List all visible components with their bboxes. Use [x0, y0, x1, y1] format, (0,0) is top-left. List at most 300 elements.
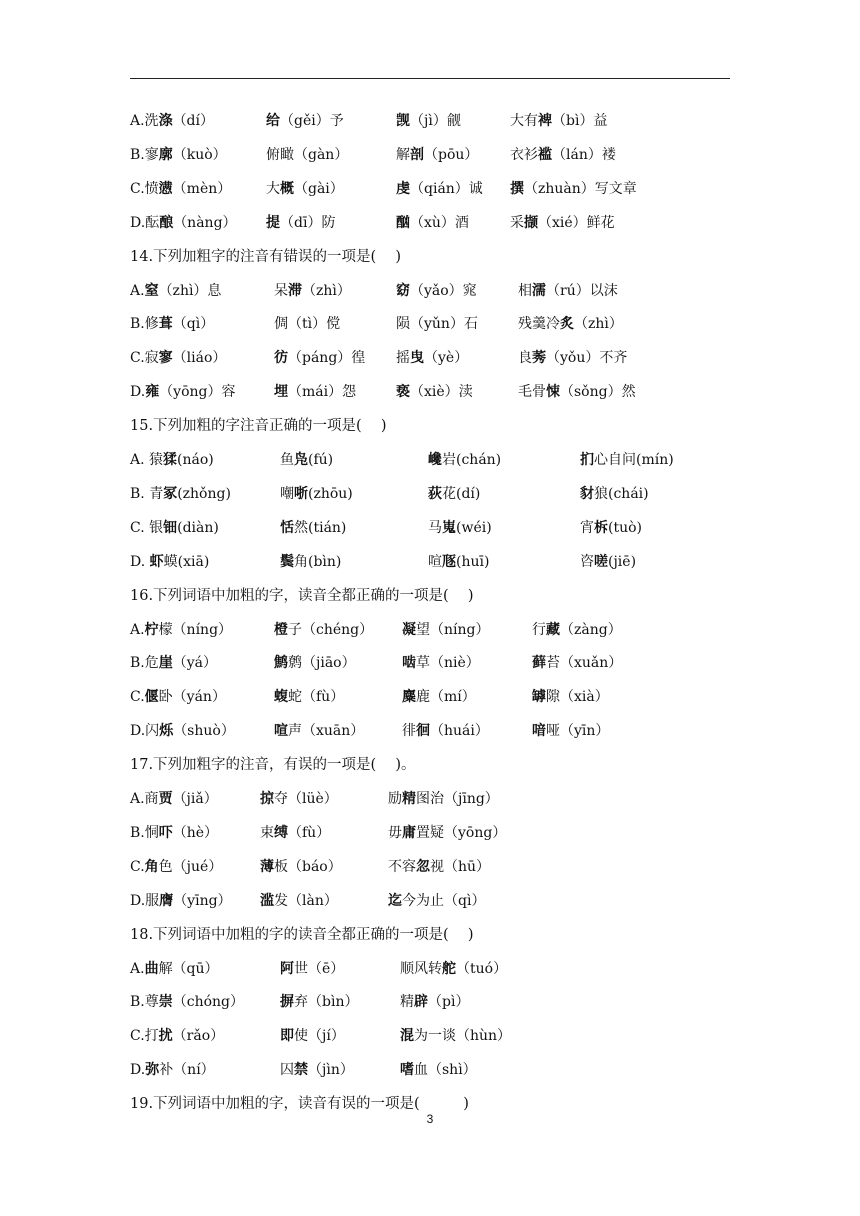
- option-item: [274, 720, 364, 742]
- option-text: 囚: [280, 1062, 294, 1079]
- option-item: [260, 890, 338, 912]
- option-item: [280, 449, 333, 471]
- bold-char: 彷: [274, 350, 288, 367]
- option-text: D.服: [130, 892, 160, 909]
- bold-char: 崖: [158, 655, 173, 672]
- option-text: （rǎo）: [172, 1028, 225, 1045]
- option-item: [510, 110, 607, 132]
- option-text: 然(tián): [294, 519, 347, 536]
- bold-char: 曳: [410, 350, 424, 367]
- option-item: [396, 381, 473, 403]
- option-item: [130, 381, 236, 403]
- option-text: 心自问(mín): [594, 452, 674, 468]
- option-text: （zàng）: [560, 621, 622, 638]
- bold-char: 阿: [280, 960, 294, 977]
- option-text: C. 银: [130, 519, 164, 536]
- option-text: （shuò）: [173, 723, 235, 740]
- bold-char: 概: [280, 180, 294, 197]
- option-text: 喧: [428, 553, 442, 570]
- option-text: 马: [428, 519, 442, 536]
- bold-char: 觊: [396, 113, 410, 129]
- option-text: （gěi）予: [280, 113, 344, 129]
- bold-char: 巉: [428, 452, 442, 468]
- option-item: [130, 720, 235, 742]
- option-text: （mèn）: [172, 180, 232, 197]
- option-text: 檬（níng）: [158, 621, 233, 638]
- option-text: 角(bìn): [294, 553, 342, 570]
- bold-char: 鹪: [274, 655, 288, 672]
- bold-char: 涤: [158, 113, 173, 129]
- option-item: [130, 347, 226, 369]
- option-text: 蛇（fù）: [288, 689, 345, 706]
- option-text: （huái）: [430, 723, 489, 740]
- option-text: 咨: [580, 553, 594, 570]
- option-text: D.: [130, 1062, 146, 1079]
- option-item: [130, 144, 227, 166]
- option-text: 狼(chái): [594, 485, 649, 502]
- option-text: 今为止（qì）: [402, 892, 486, 909]
- bold-char: 寥: [158, 350, 173, 367]
- bold-char: 掠: [260, 791, 274, 807]
- question-stem: 16.下列词语中加粗的字，读音全都正确的一项是( ): [130, 587, 474, 604]
- bold-char: 哳: [294, 485, 308, 502]
- option-item: [266, 178, 344, 200]
- option-text: (zhǒng): [177, 485, 231, 502]
- option-text: 望（níng）: [416, 621, 490, 638]
- bold-char: 薄: [260, 858, 274, 875]
- bold-char: 葺: [158, 316, 173, 333]
- bold-char: 悚: [546, 384, 560, 401]
- bold-char: 崇: [158, 994, 173, 1011]
- bold-char: 滥: [260, 892, 274, 909]
- option-item: [532, 619, 622, 641]
- option-text: 图治（jīng）: [416, 791, 499, 807]
- option-text: 顺风转: [400, 960, 442, 977]
- bold-char: 摒: [280, 994, 294, 1011]
- option-text: B.恫: [130, 824, 159, 841]
- bold-char: 藓: [532, 655, 546, 672]
- option-item: [130, 788, 218, 810]
- option-item: [130, 517, 219, 539]
- option-text: 发（làn）: [274, 892, 338, 909]
- option-text: A.商: [130, 791, 159, 807]
- option-item: [274, 347, 365, 369]
- option-text: C.打: [130, 1028, 159, 1045]
- option-text: D.闪: [130, 723, 160, 740]
- option-text: 不容: [388, 858, 416, 875]
- bold-char: 嗟: [594, 553, 608, 570]
- option-text: C.: [130, 689, 145, 706]
- option-item: [260, 822, 330, 844]
- bold-char: 给: [266, 113, 280, 129]
- option-text: 衣衫: [510, 146, 538, 163]
- option-item: [402, 720, 489, 742]
- option-text: （yīng）: [173, 892, 232, 909]
- option-text: （jì）觎: [410, 113, 461, 129]
- option-item: [396, 144, 478, 166]
- option-text: (wéi): [456, 519, 492, 536]
- option-item: [130, 212, 237, 234]
- option-item: [396, 280, 477, 302]
- option-item: [580, 517, 642, 539]
- option-text: D.: [130, 553, 150, 570]
- option-text: 宵: [580, 519, 594, 536]
- bold-char: 亵: [396, 384, 410, 401]
- option-item: [400, 1025, 511, 1047]
- page-number: 3: [426, 1112, 434, 1126]
- option-item: [580, 449, 674, 471]
- header-rule: [130, 78, 730, 79]
- option-text: （dī）防: [280, 214, 336, 231]
- option-text: 相: [518, 282, 532, 299]
- bold-char: 角: [144, 858, 159, 875]
- option-text: 倜（tì）傥: [274, 316, 341, 333]
- option-item: [510, 144, 616, 166]
- bold-char: 舵: [442, 960, 456, 977]
- option-text: （liáo）: [172, 350, 227, 367]
- option-item: [130, 856, 222, 878]
- option-text: 使（jí）: [294, 1028, 345, 1045]
- option-text: (tuò): [608, 519, 642, 536]
- bold-char: 精: [402, 791, 416, 807]
- option-text: （rú）以沫: [546, 282, 618, 299]
- option-text: （qì）: [172, 316, 215, 333]
- option-item: [428, 551, 489, 573]
- bold-char: 凝: [402, 621, 416, 638]
- option-text: 解: [396, 146, 410, 163]
- option-item: [280, 958, 344, 980]
- bold-char: 烁: [159, 723, 174, 740]
- option-item: [428, 449, 501, 471]
- option-text: D.酝: [130, 214, 160, 231]
- option-item: [266, 144, 348, 166]
- option-item: [260, 788, 338, 810]
- option-text: 毛骨: [518, 384, 546, 401]
- option-item: [130, 280, 221, 302]
- option-item: [130, 822, 218, 844]
- option-item: [130, 178, 231, 200]
- option-text: 声（xuān）: [288, 723, 365, 740]
- option-text: 行: [532, 621, 546, 638]
- option-text: （nàng）: [173, 214, 237, 231]
- option-text: A.: [130, 960, 145, 977]
- option-text: C.寂: [130, 350, 159, 367]
- bold-char: 剖: [410, 146, 424, 163]
- option-item: [280, 1025, 345, 1047]
- bold-char: 膺: [159, 892, 174, 909]
- option-item: [274, 280, 351, 302]
- option-item: [130, 313, 214, 335]
- option-item: [518, 381, 636, 403]
- option-item: [388, 890, 485, 912]
- option-item: [280, 551, 341, 573]
- option-text: A.: [130, 621, 145, 638]
- option-item: [280, 483, 353, 505]
- bold-char: 撰: [510, 180, 524, 197]
- bold-char: 裨: [538, 113, 552, 129]
- option-text: 徘: [402, 723, 416, 740]
- option-text: 花(dí): [442, 485, 481, 502]
- option-text: 卧（yán）: [158, 689, 226, 706]
- option-item: [130, 890, 232, 912]
- option-item: [388, 856, 490, 878]
- option-item: [402, 619, 489, 641]
- option-text: (náo): [177, 452, 214, 468]
- option-item: [280, 991, 358, 1013]
- bold-char: 扰: [158, 1028, 173, 1045]
- option-text: 良: [518, 350, 532, 367]
- bold-char: 廓: [158, 146, 173, 163]
- option-item: [266, 110, 344, 132]
- bold-char: 喑: [532, 723, 546, 740]
- bold-char: 鬓: [280, 553, 294, 570]
- option-item: [274, 313, 340, 335]
- option-item: [396, 178, 483, 200]
- bold-char: 濡: [532, 282, 546, 299]
- option-text: 大有: [510, 113, 538, 129]
- bold-char: 蝮: [274, 689, 288, 706]
- option-text: 板（báo）: [274, 858, 342, 875]
- option-item: [518, 347, 627, 369]
- option-text: 视（hū）: [430, 858, 491, 875]
- bold-char: 柝: [594, 519, 608, 536]
- option-item: [400, 991, 469, 1013]
- option-text: 励: [388, 791, 402, 807]
- option-item: [130, 1025, 224, 1047]
- option-item: [388, 822, 506, 844]
- option-item: [532, 686, 609, 708]
- option-text: （xiè）渎: [410, 384, 473, 401]
- option-item: [130, 483, 231, 505]
- option-item: [518, 280, 618, 302]
- option-text: 弃（bìn）: [294, 994, 359, 1011]
- option-text: 残羹冷: [518, 316, 560, 333]
- bold-char: 禁: [294, 1062, 308, 1079]
- option-item: [280, 1059, 354, 1081]
- option-item: [130, 551, 209, 573]
- option-text: （jìn）: [308, 1062, 354, 1079]
- bold-char: 吓: [158, 824, 173, 841]
- option-text: 解（qū）: [158, 960, 219, 977]
- option-text: A. 猿: [130, 452, 164, 468]
- option-text: 嘲: [280, 485, 294, 502]
- option-text: （yǒu）不齐: [546, 350, 628, 367]
- bold-char: 罅: [532, 689, 546, 706]
- bold-char: 酿: [159, 214, 174, 231]
- option-text: （pōu）: [424, 146, 479, 163]
- bold-char: 褴: [538, 146, 552, 163]
- option-item: [532, 652, 622, 674]
- option-item: [266, 212, 335, 234]
- option-text: （lán）褛: [552, 146, 616, 163]
- option-item: [510, 178, 637, 200]
- option-item: [396, 347, 468, 369]
- option-text: 大: [266, 180, 280, 197]
- option-text: 补（ní）: [159, 1062, 215, 1079]
- option-item: [402, 686, 476, 708]
- option-text: 草（niè）: [416, 655, 480, 672]
- bold-char: 忽: [416, 858, 430, 875]
- option-text: 子（chéng）: [288, 621, 374, 638]
- bold-char: 虔: [396, 180, 410, 197]
- option-item: [130, 958, 219, 980]
- option-text: （fù）: [288, 824, 331, 841]
- option-item: [260, 856, 342, 878]
- option-item: [130, 652, 217, 674]
- option-text: 呆: [274, 282, 288, 299]
- option-text: （qián）诚: [410, 180, 483, 197]
- option-item: [274, 686, 344, 708]
- option-text: （zhì）: [302, 282, 351, 299]
- option-item: [518, 313, 623, 335]
- option-item: [280, 517, 346, 539]
- bold-char: 迄: [388, 892, 402, 909]
- option-text: 置疑（yōng）: [416, 824, 507, 841]
- bold-char: 懑: [158, 180, 173, 197]
- option-text: C.: [130, 858, 145, 875]
- option-text: （yōng）容: [159, 384, 236, 401]
- option-text: （yǎo）窕: [410, 282, 477, 299]
- bold-char: 嵬: [442, 519, 456, 536]
- question-stem: 18.下列词语中加粗的字的读音全都正确的一项是( ): [130, 926, 474, 943]
- option-text: （chóng）: [172, 994, 245, 1011]
- option-text: （bì）益: [552, 113, 608, 129]
- option-text: (diàn): [177, 519, 219, 536]
- option-text: 俯瞰（gàn）: [266, 146, 349, 163]
- option-text: 岩(chán): [442, 452, 502, 468]
- option-text: （hè）: [172, 824, 219, 841]
- bold-char: 贾: [158, 791, 173, 807]
- bold-char: 莠: [532, 350, 546, 367]
- option-text: B.寥: [130, 146, 159, 163]
- option-text: (zhōu): [308, 485, 353, 502]
- option-item: [274, 619, 373, 641]
- bold-char: 即: [280, 1028, 294, 1045]
- bold-char: 豗: [442, 553, 456, 570]
- option-text: （jiǎ）: [172, 791, 218, 807]
- bold-char: 嗜: [400, 1062, 414, 1079]
- option-text: 采: [510, 214, 524, 231]
- option-text: 哑（yīn）: [546, 723, 610, 740]
- option-item: [130, 110, 214, 132]
- option-text: （zhì）息: [158, 282, 222, 299]
- option-text: C.愤: [130, 180, 159, 197]
- option-text: 束: [260, 824, 274, 841]
- option-item: [274, 381, 356, 403]
- option-text: （pì）: [428, 994, 470, 1011]
- bold-char: 弥: [145, 1062, 160, 1079]
- bold-char: 炙: [560, 316, 574, 333]
- bold-char: 冢: [163, 485, 178, 502]
- option-text: 血（shì）: [414, 1062, 477, 1079]
- question-stem: 19.下列词语中加粗的字，读音有误的一项是( ): [130, 1096, 469, 1113]
- bold-char: 偃: [144, 689, 159, 706]
- bold-char: 荻: [428, 485, 442, 502]
- option-item: [400, 958, 507, 980]
- option-item: [580, 483, 649, 505]
- option-text: 摇: [396, 350, 410, 367]
- option-item: [402, 652, 480, 674]
- bold-char: 窒: [144, 282, 159, 299]
- option-text: （yá）: [172, 655, 218, 672]
- option-text: 毋: [388, 824, 402, 841]
- option-text: 为一谈（hùn）: [414, 1028, 512, 1045]
- option-text: （xié）鲜花: [538, 214, 615, 231]
- option-text: 隙（xià）: [546, 689, 609, 706]
- bold-char: 扪: [580, 452, 594, 468]
- option-item: [130, 449, 214, 471]
- bold-char: 庸: [402, 824, 416, 841]
- option-text: 精: [400, 994, 414, 1011]
- option-text: （xù）酒: [410, 214, 469, 231]
- option-text: 苔（xuǎn）: [546, 655, 623, 672]
- bold-char: 藏: [546, 621, 560, 638]
- question-stem: 17.下列加粗字的注音，有误的一项是( )。: [130, 757, 416, 774]
- option-item: [130, 991, 244, 1013]
- option-item: [388, 788, 499, 810]
- bold-char: 麋: [402, 689, 416, 706]
- bold-char: 提: [266, 214, 280, 231]
- option-text: 陨（yǔn）石: [396, 316, 478, 333]
- option-item: [130, 686, 226, 708]
- bold-char: 啮: [402, 655, 416, 672]
- bold-char: 柠: [144, 621, 159, 638]
- bold-char: 埋: [274, 384, 288, 401]
- bold-char: 徊: [416, 723, 430, 740]
- option-item: [428, 517, 492, 539]
- option-text: A.: [130, 282, 145, 299]
- bold-char: 窈: [396, 282, 410, 299]
- option-item: [396, 110, 461, 132]
- bold-char: 酗: [396, 214, 410, 231]
- option-text: （dí）: [172, 113, 215, 129]
- bold-char: 凫: [294, 452, 308, 468]
- option-text: D.: [130, 384, 146, 401]
- option-text: 世（ē）: [294, 960, 345, 977]
- option-item: [532, 720, 609, 742]
- option-text: B.修: [130, 316, 159, 333]
- option-text: B.危: [130, 655, 159, 672]
- option-text: 鹿（mí）: [416, 689, 476, 706]
- option-text: （kuò）: [172, 146, 227, 163]
- option-text: （mái）怨: [288, 384, 357, 401]
- option-text: （zhuàn）写文章: [524, 180, 637, 197]
- option-text: B. 青: [130, 485, 164, 502]
- option-text: 蟆(xiā): [163, 553, 210, 570]
- option-text: (huī): [456, 553, 490, 570]
- option-text: (fú): [308, 452, 334, 468]
- option-text: B.尊: [130, 994, 159, 1011]
- question-stem: 15.下列加粗的字注音正确的一项是( ): [130, 418, 387, 435]
- bold-char: 猱: [163, 452, 178, 468]
- option-text: 色（jué）: [158, 858, 223, 875]
- option-text: （gài）: [294, 180, 344, 197]
- bold-char: 喧: [274, 723, 288, 740]
- bold-char: 辟: [414, 994, 428, 1011]
- bold-char: 恬: [280, 519, 294, 536]
- option-text: 鱼: [280, 452, 294, 468]
- bold-char: 曲: [144, 960, 159, 977]
- bold-char: 钿: [163, 519, 178, 536]
- option-item: [130, 1059, 215, 1081]
- option-item: [274, 652, 356, 674]
- option-item: [130, 619, 232, 641]
- option-item: [396, 313, 478, 335]
- question-stem: 14.下列加粗字的注音有错误的一项是( ): [130, 248, 401, 265]
- option-text: （páng）徨: [288, 350, 366, 367]
- option-text: （yè）: [424, 350, 469, 367]
- option-text: A.洗: [130, 113, 159, 129]
